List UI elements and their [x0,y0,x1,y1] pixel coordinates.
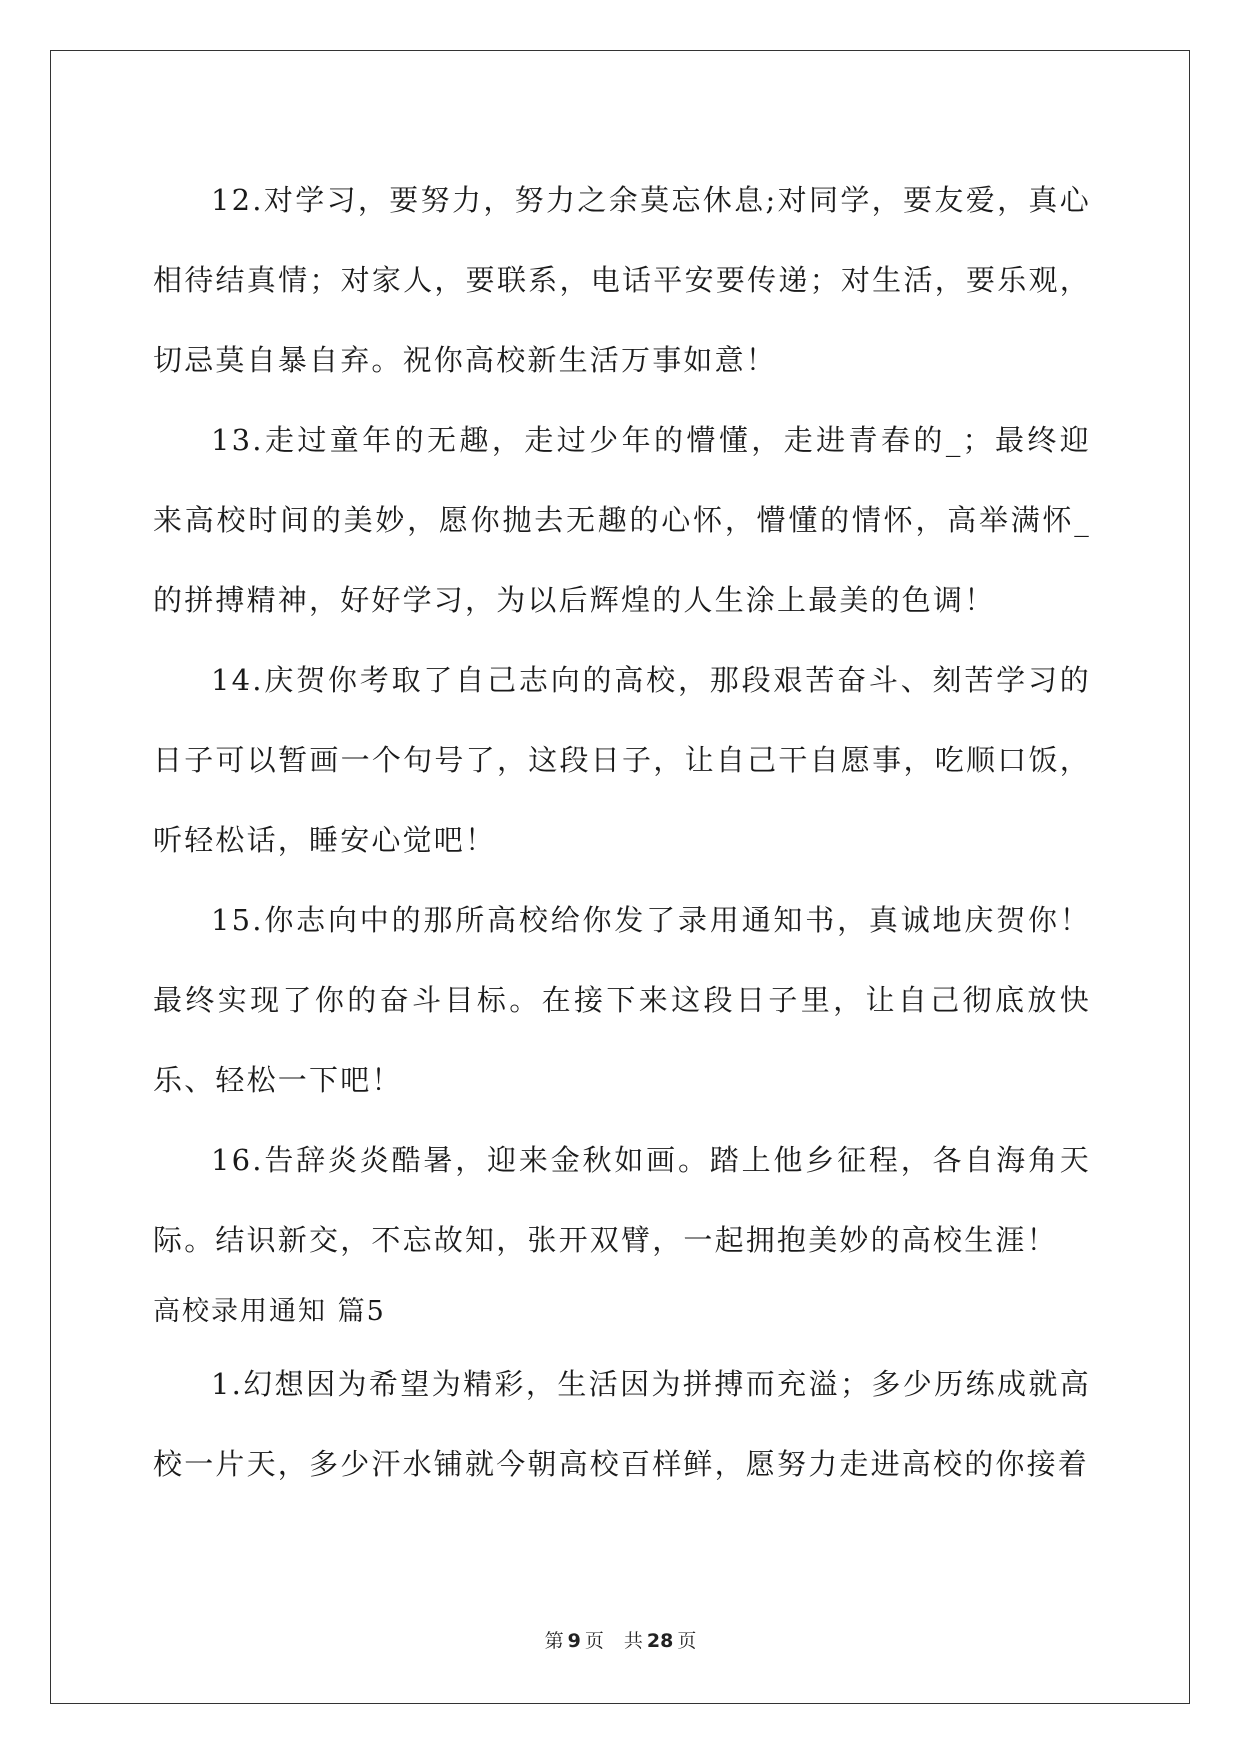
page-footer [0,1626,1241,1653]
total-pages: 28 [646,1630,674,1652]
paragraph-14: 14.庆贺你考取了自己志向的高校，那段艰苦奋斗、刻苦学习的日子可以暂画一个句号了，这段日子，让自己干自愿事，吃顺口饭，听轻松话，睡安心觉吧！ [153,663,1091,857]
total-prefix: 共 [623,1630,643,1652]
total-suffix: 页 [677,1630,697,1652]
paragraph-13: 13.走过童年的无趣，走过少年的懵懂，走进青春的_；最终迎来高校时间的美妙，愿你抛去无趣的心怀，懵懂的情怀，高举满怀_的拼搏精神，好好学习，为以后辉煌的人生涂上最美的色调！ [153,423,1091,617]
paragraph-12: 12.对学习，要努力，努力之余莫忘休息;对同学，要友爱，真心相待结真情；对家人，要联系，电话平安要传递；对生活，要乐观，切忌莫自暴自弃。祝你高校新生活万事如意！ [153,183,1091,377]
section-heading: 高校录用通知 篇5 [153,1296,386,1327]
paragraph-16: 16.告辞炎炎酷暑，迎来金秋如画。踏上他乡征程，各自海角天际。结识新交，不忘故知，张开双臂，一起拥抱美妙的高校生涯！ [153,1143,1091,1257]
page-number: 9 [567,1630,581,1652]
document-body [153,160,1091,1504]
page-suffix: 页 [584,1630,604,1652]
page-prefix: 第 [544,1630,564,1652]
paragraph-15: 15.你志向中的那所高校给你发了录用通知书，真诚地庆贺你！最终实现了你的奋斗目标。在接下来这段日子里，让自己彻底放快乐、轻松一下吧！ [153,903,1091,1097]
paragraph-1: 1.幻想因为希望为精彩，生活因为拼搏而充溢；多少历练成就高校一片天，多少汗水铺就今朝高校百样鲜，愿努力走进高校的你接着 [153,1367,1091,1481]
